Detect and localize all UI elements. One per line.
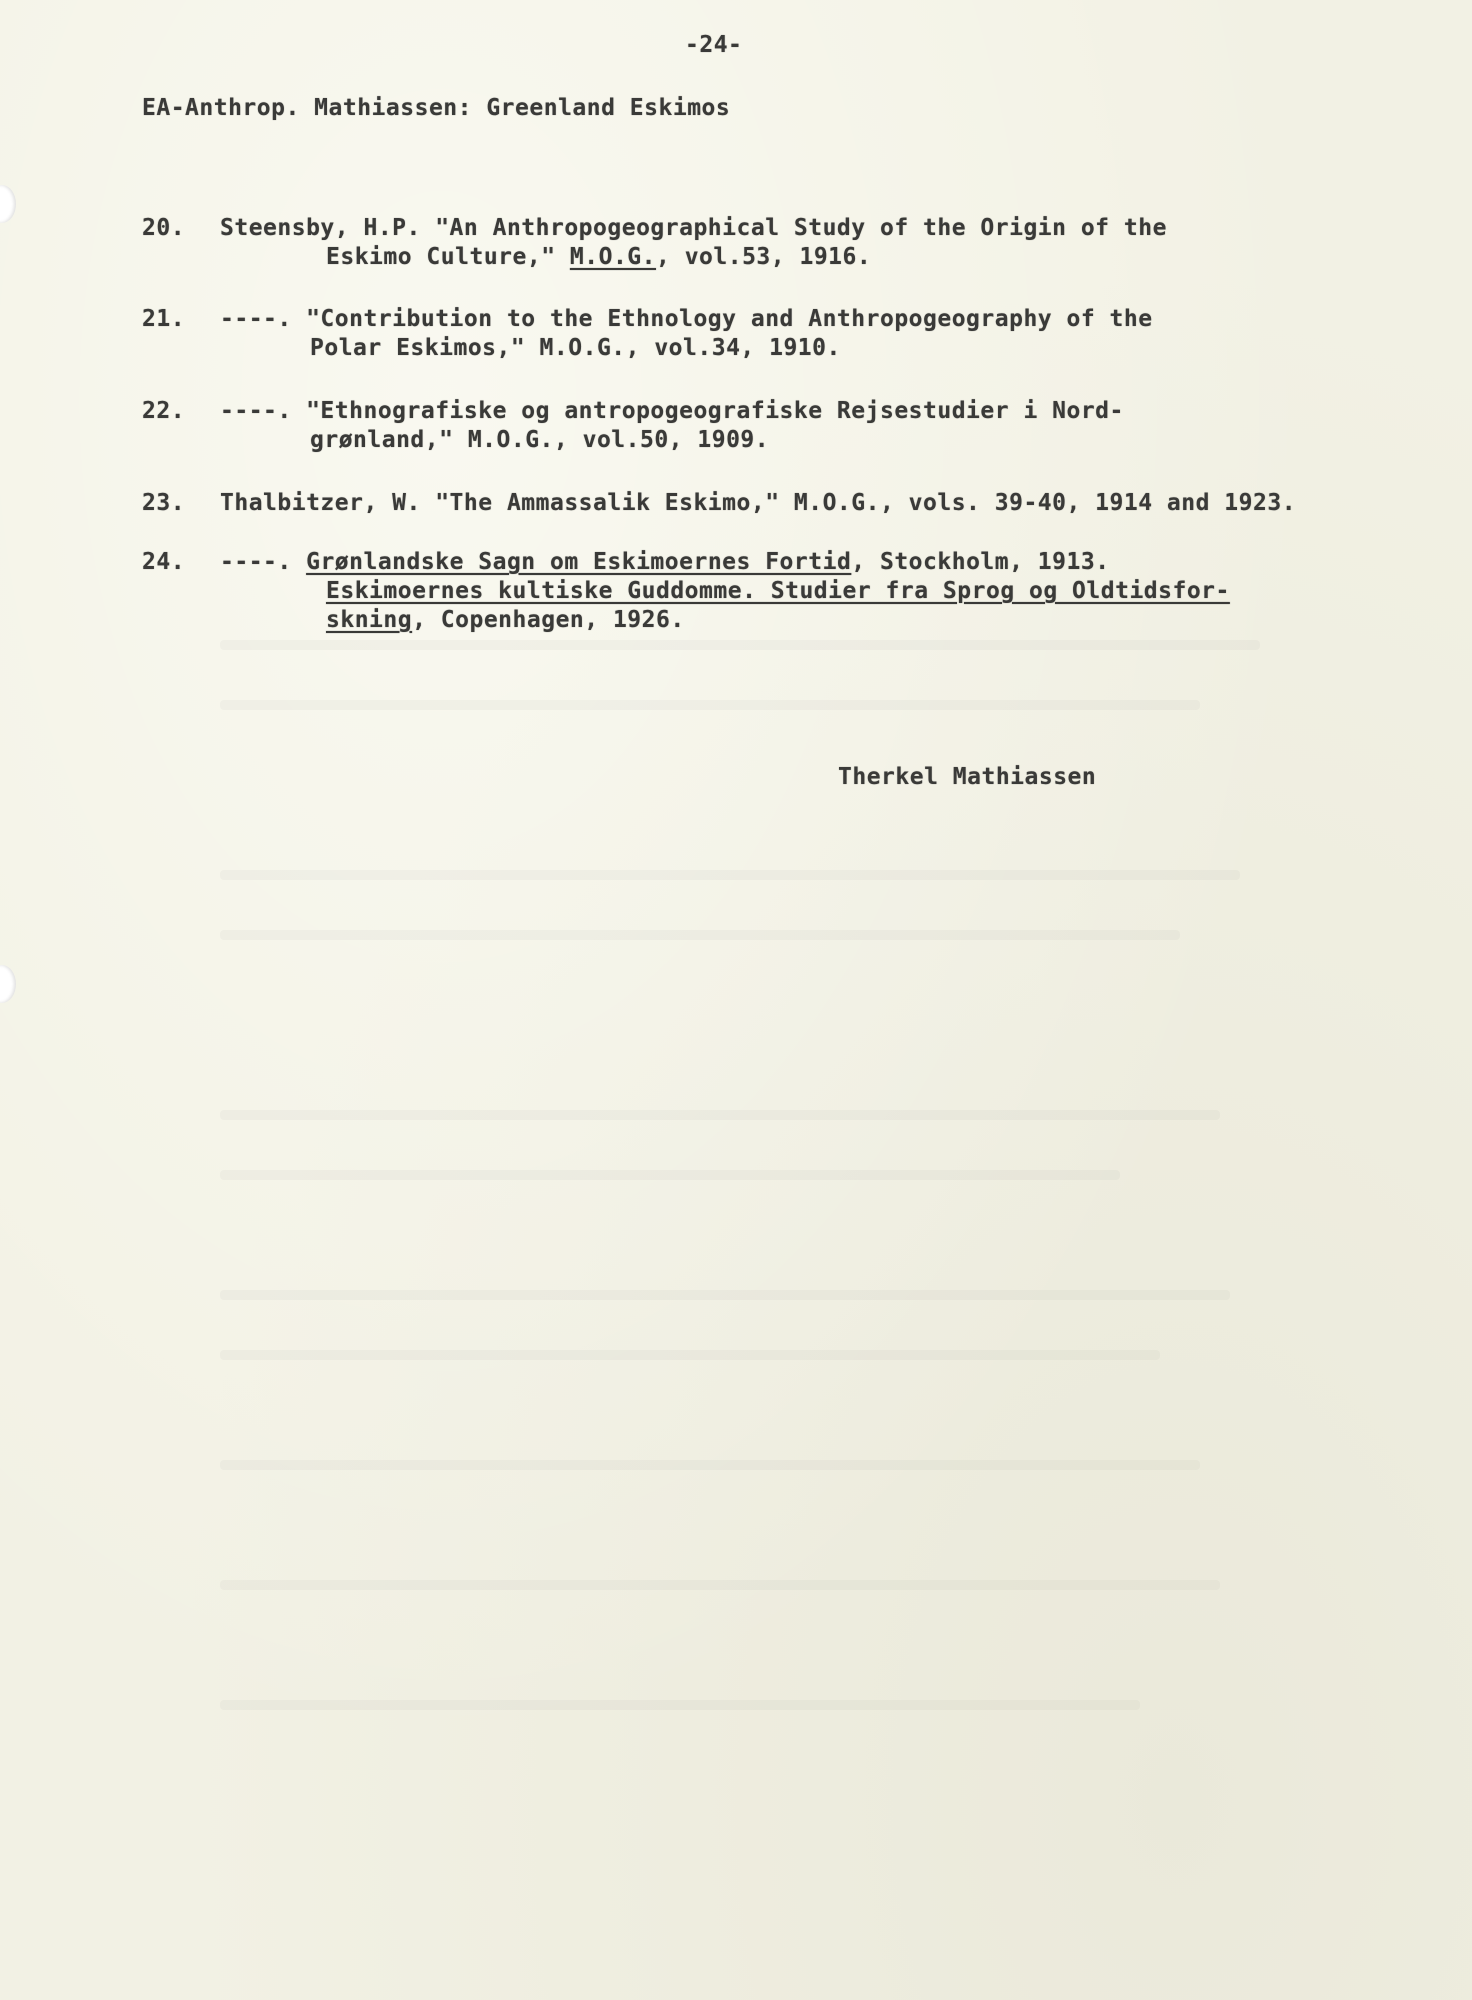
entry-text-line [326, 607, 685, 633]
entry-text-line [220, 549, 1110, 575]
book-title: Eskimoernes kultiske Guddomme. Studier fra Sprog og Oldtidsfor- [326, 578, 1230, 604]
show-through-line [220, 1170, 1120, 1180]
show-through-line [220, 1460, 1200, 1470]
entry-text-line: Steensby, H.P. "An Anthropogeographical Study of the Origin of the [220, 215, 1167, 241]
show-through-line [220, 640, 1260, 650]
book-title: Grønlandske Sagn om Eskimoernes Fortid [306, 549, 852, 575]
entry-text: Eskimo Culture," [326, 244, 570, 270]
punch-hole [0, 185, 16, 223]
show-through-line [220, 930, 1180, 940]
entry-text: ----. [220, 549, 307, 575]
show-through-line [220, 1290, 1230, 1300]
entry-text-line: grønland," M.O.G., vol.50, 1909. [310, 427, 770, 453]
show-through-line [220, 700, 1200, 710]
entry-text-line: Thalbitzer, W. "The Ammassalik Eskimo," M.O.G., vols. 39-40, 1914 and 1923. [220, 490, 1297, 516]
entry-text: , Stockholm, 1913. [851, 549, 1110, 575]
document-header: EA-Anthrop. Mathiassen: Greenland Eskimos [142, 95, 731, 121]
entry-number: 21. [142, 306, 186, 332]
signature: Therkel Mathiassen [838, 764, 1097, 790]
show-through-line [220, 1110, 1220, 1120]
entry-number: 24. [142, 549, 186, 575]
entry-number: 20. [142, 215, 186, 241]
page-number: -24- [685, 32, 743, 58]
show-through-line [220, 1580, 1220, 1590]
entry-text-line [326, 244, 871, 270]
entry-text: , vol.53, 1916. [656, 244, 872, 270]
entry-number: 22. [142, 398, 186, 424]
entry-text-line [326, 578, 1230, 604]
punch-hole [0, 965, 16, 1003]
journal-title: M.O.G. [569, 244, 656, 270]
entry-text-line: Polar Eskimos," M.O.G., vol.34, 1910. [310, 335, 841, 361]
entry-number: 23. [142, 490, 186, 516]
show-through-line [220, 870, 1240, 880]
entry-text: , Copenhagen, 1926. [412, 607, 685, 633]
entry-text-line: ----. "Ethnografiske og antropogeografiske Rejsestudier i Nord- [220, 398, 1124, 424]
show-through-line [220, 1700, 1140, 1710]
show-through-line [220, 1350, 1160, 1360]
entry-text-line: ----. "Contribution to the Ethnology and Anthropogeography of the [220, 306, 1153, 332]
book-title: skning [326, 607, 413, 633]
